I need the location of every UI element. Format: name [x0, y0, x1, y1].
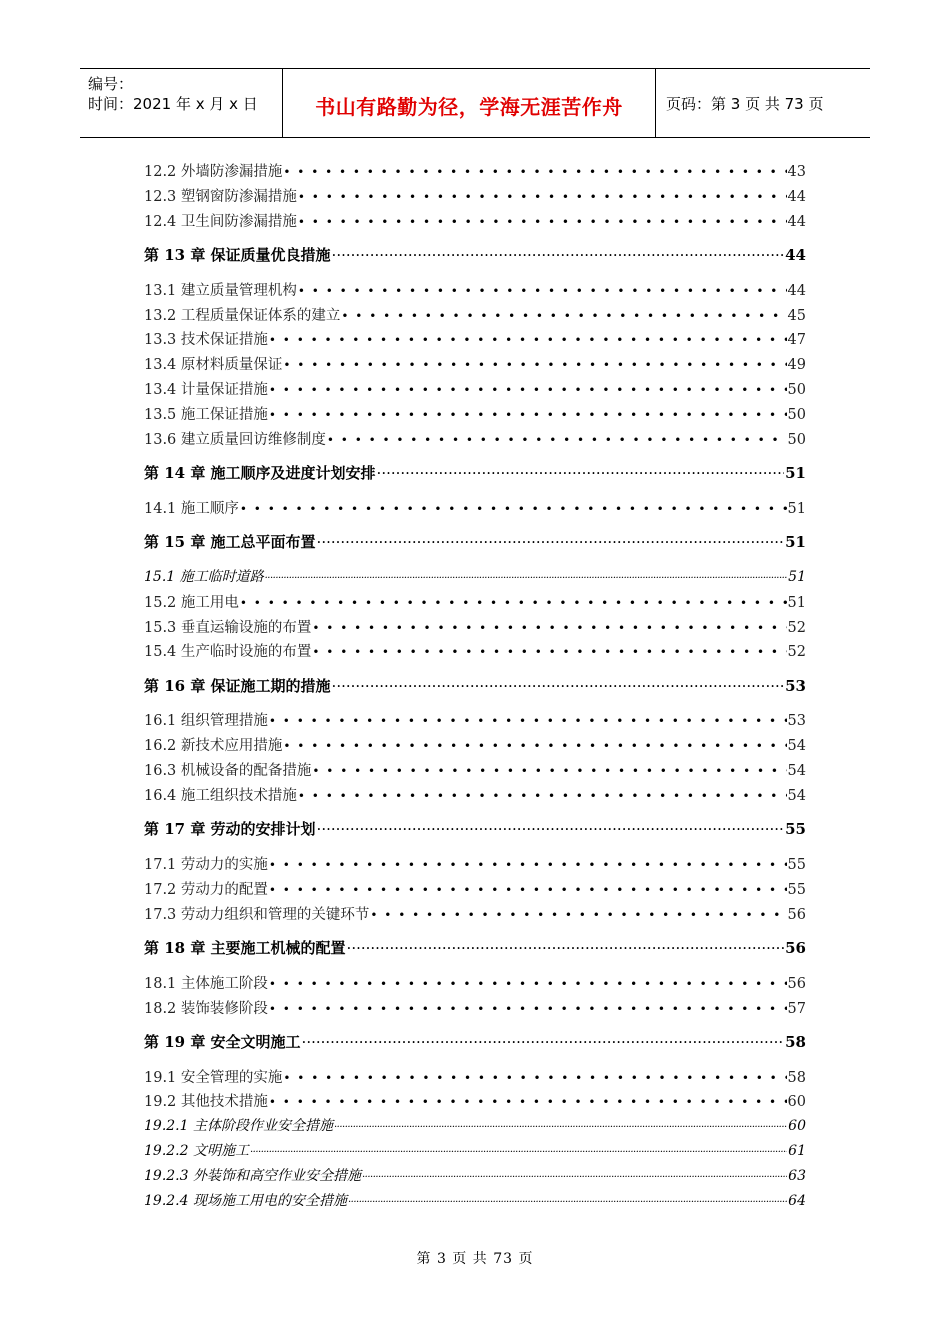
- toc-dot-leader: [348, 1193, 787, 1209]
- toc-entry-page: 51: [785, 464, 806, 483]
- toc-dot-leader: [283, 164, 786, 180]
- toc-section-entry[interactable]: [144, 1090, 806, 1111]
- toc-entry-page: 56: [787, 975, 806, 992]
- toc-entry-title: 16.4 施工组织技术措施: [144, 787, 297, 804]
- toc-section-entry[interactable]: [144, 353, 806, 374]
- toc-dot-leader: [283, 738, 786, 754]
- toc-dot-leader: [283, 357, 786, 373]
- toc-dot-leader: [240, 595, 787, 611]
- toc-section-entry[interactable]: [144, 328, 806, 349]
- toc-entry-page: 58: [787, 1069, 806, 1086]
- toc-entry-page: 52: [787, 619, 806, 636]
- toc-section-entry[interactable]: [144, 784, 806, 805]
- toc-dot-leader: [269, 332, 787, 348]
- toc-entry-title: 13.5 施工保证措施: [144, 406, 268, 423]
- toc-entry-title: 19.2.2 文明施工: [144, 1143, 249, 1159]
- toc-dot-leader: [317, 820, 785, 838]
- toc-dot-leader: [298, 283, 787, 299]
- toc-dot-leader: [334, 1118, 787, 1134]
- toc-section-entry[interactable]: [144, 878, 806, 899]
- toc-entry-page: 50: [787, 382, 806, 399]
- toc-entry-title: 第 15 章 施工总平面布置: [144, 533, 316, 552]
- toc-entry-title: 第 18 章 主要施工机械的配置: [144, 939, 346, 958]
- header-page-code: 页码：第 3 页 共 73 页: [666, 95, 824, 113]
- toc-dot-leader: [269, 1001, 787, 1017]
- toc-dot-leader: [312, 644, 786, 660]
- toc-entry-title: 15.2 施工用电: [144, 594, 239, 611]
- toc-entry-page: 61: [788, 1143, 806, 1159]
- toc-dot-leader: [312, 763, 786, 779]
- document-number-label: 编号：: [88, 75, 134, 93]
- toc-section-entry[interactable]: [144, 709, 806, 730]
- toc-dot-leader: [269, 857, 787, 873]
- toc-dot-leader: [370, 907, 786, 923]
- toc-entry-page: 53: [787, 713, 806, 730]
- toc-section-entry[interactable]: [144, 403, 806, 424]
- toc-entry-page: 56: [787, 906, 806, 923]
- toc-dot-leader: [269, 882, 787, 898]
- toc-entry-title: 19.2 其他技术措施: [144, 1094, 268, 1111]
- toc-dot-leader: [269, 382, 787, 398]
- toc-dot-leader: [283, 1070, 786, 1086]
- toc-entry-page: 44: [787, 213, 806, 230]
- toc-entry-page: 51: [788, 568, 806, 585]
- toc-dot-leader: [250, 1143, 787, 1159]
- toc-entry-page: 50: [787, 431, 806, 448]
- toc-entry-page: 55: [787, 881, 806, 898]
- toc-dot-leader: [377, 464, 785, 482]
- toc-section-entry[interactable]: [144, 972, 806, 993]
- toc-chapter-entry[interactable]: [144, 462, 806, 483]
- toc-section-entry[interactable]: [144, 853, 806, 874]
- toc-entry-title: 13.4 原材料质量保证: [144, 357, 283, 374]
- header-motto-cell: [283, 69, 656, 137]
- toc-section-entry[interactable]: [144, 1115, 806, 1135]
- toc-section-entry[interactable]: [144, 428, 806, 449]
- toc-entry-page: 54: [787, 787, 806, 804]
- header-page-cell: [656, 69, 870, 137]
- toc-entry-title: 13.4 计量保证措施: [144, 382, 268, 399]
- toc-section-entry[interactable]: [144, 160, 806, 181]
- toc-dot-leader: [240, 501, 787, 517]
- toc-entry-title: 第 14 章 施工顺序及进度计划安排: [144, 464, 376, 483]
- toc-section-entry[interactable]: [144, 566, 806, 586]
- toc-section-entry[interactable]: [144, 616, 806, 637]
- toc-entry-title: 15.4 生产临时设施的布置: [144, 644, 312, 661]
- toc-entry-page: 55: [785, 820, 806, 839]
- toc-entry-title: 19.2.3 外装饰和高空作业安全措施: [144, 1167, 361, 1184]
- toc-section-entry[interactable]: [144, 279, 806, 300]
- toc-entry-title: 17.2 劳动力的配置: [144, 881, 268, 898]
- toc-dot-leader: [332, 246, 785, 264]
- toc-entry-title: 12.3 塑钢窗防渗漏措施: [144, 188, 297, 205]
- toc-entry-title: 第 19 章 安全文明施工: [144, 1033, 301, 1051]
- toc-entry-page: 43: [787, 164, 806, 180]
- toc-chapter-entry[interactable]: [144, 937, 806, 958]
- toc-section-entry[interactable]: [144, 734, 806, 755]
- toc-entry-title: 16.3 机械设备的配备措施: [144, 763, 312, 780]
- toc-chapter-entry[interactable]: [144, 1031, 806, 1052]
- toc-section-entry[interactable]: [144, 997, 806, 1018]
- toc-dot-leader: [362, 1168, 787, 1184]
- toc-dot-leader: [332, 677, 785, 695]
- toc-entry-title: 15.1 施工临时道路: [144, 568, 264, 585]
- toc-section-entry[interactable]: [144, 1140, 806, 1160]
- toc-entry-title: 18.1 主体施工阶段: [144, 975, 268, 992]
- toc-entry-page: 56: [785, 939, 806, 958]
- toc-dot-leader: [302, 1033, 785, 1051]
- toc-dot-leader: [347, 939, 785, 957]
- toc-section-entry[interactable]: [144, 1066, 806, 1087]
- toc-entry-title: 14.1 施工顺序: [144, 500, 239, 517]
- toc-entry-page: 51: [785, 533, 806, 552]
- toc-dot-leader: [269, 713, 787, 729]
- toc-section-entry[interactable]: [144, 497, 806, 518]
- toc-chapter-entry[interactable]: [144, 675, 806, 696]
- toc-entry-title: 16.2 新技术应用措施: [144, 738, 283, 755]
- toc-entry-title: 13.3 技术保证措施: [144, 332, 268, 349]
- toc-entry-page: 47: [787, 332, 806, 349]
- toc-dot-leader: [269, 407, 787, 423]
- toc-dot-leader: [269, 976, 787, 992]
- toc-entry-page: 51: [787, 594, 806, 611]
- toc-entry-page: 60: [787, 1094, 806, 1111]
- toc-dot-leader: [269, 1094, 787, 1110]
- toc-section-entry[interactable]: [144, 378, 806, 399]
- toc-section-entry[interactable]: [144, 1165, 806, 1185]
- toc-entry-page: 54: [787, 738, 806, 755]
- toc-entry-page: 51: [787, 500, 806, 517]
- toc-entry-page: 60: [788, 1118, 806, 1135]
- toc-chapter-entry[interactable]: [144, 244, 806, 265]
- toc-entry-title: 16.1 组织管理措施: [144, 713, 268, 730]
- toc-section-entry[interactable]: [144, 304, 806, 325]
- toc-dot-leader: [298, 788, 787, 804]
- toc-section-entry[interactable]: [144, 185, 806, 206]
- toc-entry-title: 第 16 章 保证施工期的措施: [144, 676, 331, 695]
- page-header: [80, 68, 870, 138]
- toc-entry-page: 45: [787, 307, 806, 324]
- toc-dot-leader: [298, 189, 787, 205]
- toc-entry-page: 49: [787, 357, 806, 374]
- toc-dot-leader: [265, 569, 788, 585]
- toc-entry-title: 第 17 章 劳动的安排计划: [144, 820, 316, 839]
- toc-section-entry[interactable]: [144, 640, 806, 661]
- toc-entry-title: 13.1 建立质量管理机构: [144, 282, 297, 299]
- toc-entry-page: 55: [787, 856, 806, 873]
- toc-entry-title: 第 13 章 保证质量优良措施: [144, 246, 331, 265]
- header-info-cell: [80, 69, 283, 137]
- toc-entry-page: 57: [787, 1000, 806, 1017]
- toc-section-entry[interactable]: [144, 591, 806, 612]
- toc-section-entry[interactable]: [144, 759, 806, 780]
- toc-entry-title: 13.6 建立质量回访维修制度: [144, 431, 326, 448]
- toc-entry-page: 44: [787, 188, 806, 205]
- toc-section-entry[interactable]: [144, 210, 806, 231]
- toc-entry-page: 54: [787, 763, 806, 780]
- toc-dot-leader: [312, 620, 786, 636]
- page-footer: 第 3 页 共 73 页: [416, 1251, 534, 1267]
- toc-entry-title: 17.1 劳动力的实施: [144, 856, 268, 873]
- document-date-label: 时间：2021 年 x 月 x 日: [88, 95, 258, 113]
- toc-entry-title: 12.4 卫生间防渗漏措施: [144, 213, 297, 230]
- toc-entry-page: 50: [787, 406, 806, 423]
- toc-dot-leader: [327, 432, 787, 448]
- toc-chapter-entry[interactable]: [144, 531, 806, 552]
- toc-entry-page: 52: [787, 644, 806, 661]
- toc-dot-leader: [298, 214, 787, 230]
- toc-entry-page: 44: [785, 246, 806, 265]
- toc-dot-leader: [341, 308, 786, 324]
- toc-entry-title: 19.2.1 主体阶段作业安全措施: [144, 1118, 333, 1135]
- toc-chapter-entry[interactable]: [144, 818, 806, 839]
- toc-entry-page: 64: [788, 1192, 806, 1209]
- toc-entry-title: 17.3 劳动力组织和管理的关键环节: [144, 906, 370, 923]
- header-motto: 书山有路勤为径，学海无涯苦作舟: [315, 95, 623, 119]
- toc-entry-page: 63: [788, 1167, 806, 1184]
- toc-entry-title: 15.3 垂直运输设施的布置: [144, 619, 312, 636]
- toc-entry-title: 19.1 安全管理的实施: [144, 1069, 283, 1086]
- toc-section-entry[interactable]: [144, 903, 806, 924]
- toc-section-entry[interactable]: [144, 1190, 806, 1210]
- toc-entry-title: 19.2.4 现场施工用电的安全措施: [144, 1192, 347, 1209]
- toc-entry-page: 44: [787, 282, 806, 299]
- toc-entry-title: 18.2 装饰装修阶段: [144, 1000, 268, 1017]
- toc-entry-page: 53: [785, 676, 806, 695]
- toc-entry-title: 13.2 工程质量保证体系的建立: [144, 307, 341, 324]
- toc-dot-leader: [317, 533, 785, 551]
- toc-entry-title: 12.2 外墙防渗漏措施: [144, 164, 283, 180]
- toc-entry-page: 58: [785, 1033, 806, 1051]
